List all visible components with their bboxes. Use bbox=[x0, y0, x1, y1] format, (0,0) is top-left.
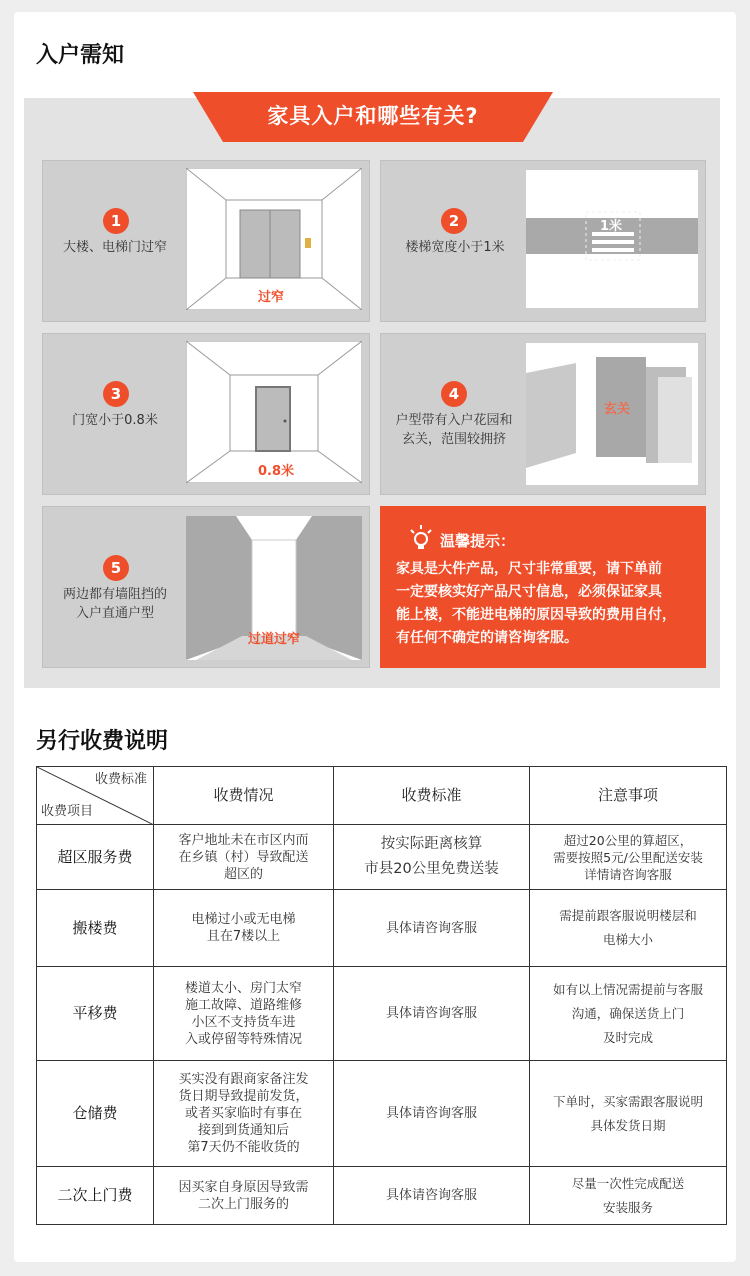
row-name: 二次上门费 bbox=[37, 1167, 154, 1225]
cell-line: 需提前跟客服说明楼层和 bbox=[559, 908, 697, 923]
cell-line: 或者买家临时有事在 bbox=[184, 1106, 302, 1121]
table-corner-cell bbox=[37, 767, 154, 825]
stairs-illustration bbox=[526, 170, 698, 308]
cell-line: 安装服务 bbox=[602, 1199, 653, 1215]
panel-3-number: 3 bbox=[103, 381, 129, 407]
panel-2-number: 2 bbox=[441, 208, 467, 234]
tip-body bbox=[396, 558, 696, 650]
header-fee-situation: 收费情况 bbox=[154, 767, 334, 825]
cell-line: 因买家自身原因导致需 bbox=[178, 1179, 309, 1195]
row-situation bbox=[154, 825, 334, 890]
row-name: 搬楼费 bbox=[37, 890, 154, 967]
cell-line: 市县20公里免费送装 bbox=[364, 861, 499, 877]
cell-line: 施工故障、道路维修 bbox=[184, 997, 302, 1013]
panel-4-number: 4 bbox=[441, 381, 467, 407]
row-standard: 具体请咨询客服 bbox=[334, 1167, 530, 1225]
cell-line: 在乡镇（村）导致配送 bbox=[178, 849, 309, 865]
row-notes bbox=[530, 890, 727, 967]
row-standard: 具体请咨询客服 bbox=[334, 1061, 530, 1167]
tip-line: 家具是大件产品，尺寸非常重要，请下单前 bbox=[396, 561, 662, 577]
cell-line: 及时完成 bbox=[602, 1029, 653, 1045]
cell-line: 且在7楼以上 bbox=[206, 929, 281, 944]
cell-line: 下单时，买家需跟客服说明 bbox=[552, 1093, 703, 1109]
section-title-extra-fees: 另行收费说明 bbox=[36, 729, 169, 754]
cell-line: 需要按照5元/公里配送安装 bbox=[553, 849, 703, 865]
banner-title: 家具入户和哪些有关? bbox=[267, 104, 479, 128]
corner-bottom-label: 收费项目 bbox=[41, 804, 94, 819]
panel-5-label: 过道过窄 bbox=[248, 632, 301, 647]
cell-line: 接到到货通知后 bbox=[197, 1123, 289, 1138]
row-standard: 具体请咨询客服 bbox=[334, 967, 530, 1061]
corner-top-label: 收费标准 bbox=[94, 772, 147, 787]
row-situation bbox=[154, 1167, 334, 1225]
table-row bbox=[37, 1061, 727, 1167]
panel-4-label: 玄关 bbox=[604, 402, 631, 417]
panel-2-text: 楼梯宽度小于1米 bbox=[405, 240, 505, 255]
tip-line: 有任何不确定的请咨询客服。 bbox=[396, 630, 578, 646]
cell-line: 入或停留等特殊情况 bbox=[184, 1031, 302, 1047]
panel-2-label: 1米 bbox=[600, 219, 623, 234]
panel-5-text-line1: 两边都有墙阻挡的 bbox=[62, 587, 167, 602]
cell-line: 买实没有跟商家备注发 bbox=[178, 1072, 309, 1087]
row-name: 平移费 bbox=[37, 967, 154, 1061]
panel-3-text: 门宽小于0.8米 bbox=[72, 413, 158, 428]
cell-line: 超区的 bbox=[223, 866, 263, 882]
panel-5-number: 5 bbox=[103, 555, 129, 581]
panel-3-label: 0.8米 bbox=[258, 464, 295, 479]
row-notes bbox=[530, 825, 727, 890]
cell-line: 二次上门服务的 bbox=[197, 1196, 289, 1212]
panel-1-label: 过窄 bbox=[258, 290, 285, 305]
warm-tip-box bbox=[380, 506, 706, 668]
row-standard bbox=[334, 825, 530, 890]
panel-1-text: 大楼、电梯门过窄 bbox=[62, 240, 167, 255]
tip-line: 一定要核实好产品尺寸信息，必须保证家具 bbox=[396, 584, 662, 600]
row-standard: 具体请咨询客服 bbox=[334, 890, 530, 967]
cell-line: 客户地址未在市区内而 bbox=[178, 832, 309, 848]
lightbulb-icon bbox=[408, 524, 434, 552]
row-notes bbox=[530, 1061, 727, 1167]
panel-4-text-line1: 户型带有入户花园和 bbox=[395, 413, 513, 428]
row-name: 超区服务费 bbox=[37, 825, 154, 890]
row-situation bbox=[154, 890, 334, 967]
fee-table bbox=[36, 766, 727, 1225]
cell-line: 具体发货日期 bbox=[590, 1117, 666, 1133]
cell-line: 如有以上情况需提前与客服 bbox=[552, 981, 703, 997]
tip-line: 能上楼，不能进电梯的原因导致的费用自付， bbox=[396, 607, 676, 623]
cell-line: 小区不支持货车进 bbox=[191, 1014, 296, 1030]
table-row bbox=[37, 1167, 727, 1225]
row-name: 仓储费 bbox=[37, 1061, 154, 1167]
cell-line: 第7天仍不能收货的 bbox=[187, 1140, 300, 1155]
cell-line: 超过20公里的算超区， bbox=[563, 832, 693, 848]
cell-line: 电梯大小 bbox=[602, 932, 653, 947]
cell-line: 楼道太小、房门太窄 bbox=[184, 980, 302, 996]
row-notes bbox=[530, 967, 727, 1061]
panel-4-text-line2: 玄关，范围较拥挤 bbox=[401, 432, 506, 447]
table-row bbox=[37, 825, 727, 890]
cell-line: 按实际距离核算 bbox=[380, 836, 483, 852]
cell-line: 尽量一次性完成配送 bbox=[571, 1175, 685, 1191]
section-title-entry-notice: 入户需知 bbox=[36, 43, 125, 68]
panel-5-text-line2: 入户直通户型 bbox=[75, 606, 154, 621]
table-row bbox=[37, 967, 727, 1061]
cell-line: 详情请咨询客服 bbox=[584, 866, 672, 882]
row-situation bbox=[154, 967, 334, 1061]
tip-title: 温馨提示： bbox=[440, 532, 516, 550]
row-situation bbox=[154, 1061, 334, 1167]
table-header-row bbox=[37, 767, 727, 825]
cell-line: 货日期导致提前发货， bbox=[178, 1089, 309, 1104]
cell-line: 沟通，确保送货上门 bbox=[571, 1005, 685, 1021]
cell-line: 电梯过小或无电梯 bbox=[191, 912, 296, 927]
panel-1-number: 1 bbox=[103, 208, 129, 234]
header-notes: 注意事项 bbox=[530, 767, 727, 825]
header-fee-standard: 收费标准 bbox=[334, 767, 530, 825]
table-row bbox=[37, 890, 727, 967]
row-notes bbox=[530, 1167, 727, 1225]
